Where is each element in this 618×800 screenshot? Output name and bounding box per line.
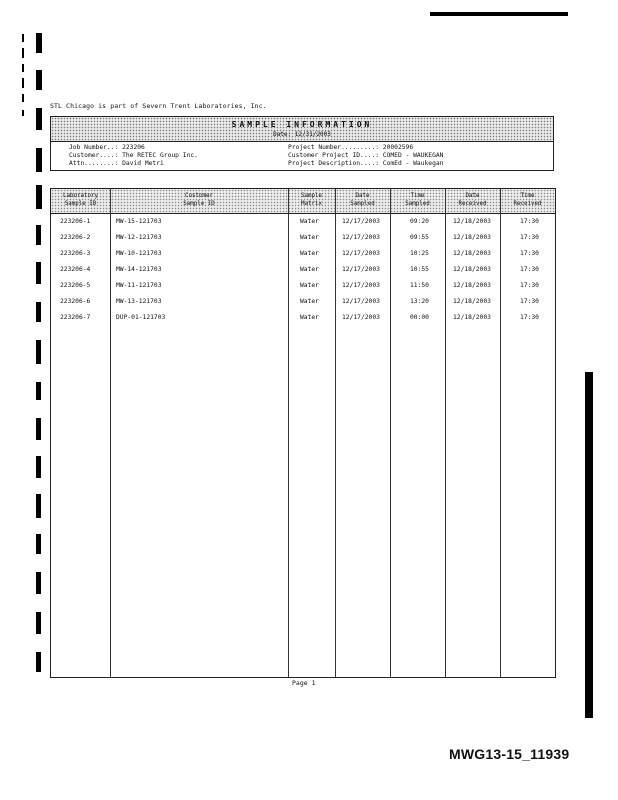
date-received: 12/18/2003 <box>453 314 491 321</box>
header-date-received: Date Received <box>458 193 487 207</box>
time-received: 17:30 <box>520 234 539 241</box>
attn-line <box>69 160 164 167</box>
date-received: 12/18/2003 <box>453 298 491 305</box>
time-received: 17:30 <box>520 250 539 257</box>
header-time-sampled: Time Sampled <box>405 193 430 207</box>
scan-left-block <box>36 652 41 672</box>
customer-label: Customer....: <box>69 152 119 159</box>
date-sampled: 12/17/2003 <box>342 266 380 273</box>
sample-matrix: Water <box>300 314 319 321</box>
header-date-sampled: Date Sampled <box>350 193 375 207</box>
column-divider <box>335 189 336 677</box>
column-divider <box>288 189 289 677</box>
time-sampled: 10:55 <box>410 266 429 273</box>
time-sampled: 09:55 <box>410 234 429 241</box>
project-description-label: Project Description....: <box>288 160 379 167</box>
scan-left-block <box>36 185 42 209</box>
sample-table <box>50 188 556 678</box>
time-sampled: 10:25 <box>410 250 429 257</box>
header-customer-sample-id: Customer Sample ID <box>183 193 215 207</box>
sample-matrix: Water <box>300 266 319 273</box>
date-sampled: 12/17/2003 <box>342 218 380 225</box>
customer-project-id-value: COMED - WAUKEGAN <box>382 152 444 159</box>
date-sampled: 12/17/2003 <box>342 298 380 305</box>
customer-project-id-line <box>288 152 443 159</box>
sample-matrix: Water <box>300 250 319 257</box>
time-received: 17:30 <box>520 282 539 289</box>
report-date: Date: 12/31/2003 <box>273 131 331 138</box>
scan-dash <box>22 64 24 72</box>
customer-sample-id: MW-12-121703 <box>116 234 162 241</box>
time-sampled: 09:20 <box>410 218 429 225</box>
time-sampled: 00:00 <box>410 314 429 321</box>
scan-left-block <box>36 612 41 634</box>
job-number-value: 223206 <box>122 144 145 151</box>
sample-matrix: Water <box>300 218 319 225</box>
column-divider <box>500 189 501 677</box>
header-time-received: Time Received <box>513 193 542 207</box>
sample-matrix: Water <box>300 282 319 289</box>
time-received: 17:30 <box>520 298 539 305</box>
lab-sample-id: 223206-3 <box>60 250 91 257</box>
lab-sample-id: 223206-7 <box>60 314 91 321</box>
customer-sample-id: MW-10-121703 <box>116 250 162 257</box>
scan-dash <box>22 34 24 42</box>
lab-affiliation-note: STL Chicago is part of Severn Trent Laboratories, Inc. <box>50 102 267 110</box>
column-divider <box>110 189 111 677</box>
date-sampled: 12/17/2003 <box>342 282 380 289</box>
sample-matrix: Water <box>300 234 319 241</box>
scan-dash <box>22 78 24 88</box>
scan-left-block <box>36 418 41 440</box>
customer-sample-id: MW-14-121703 <box>116 266 162 273</box>
customer-sample-id: MW-11-121703 <box>116 282 162 289</box>
header-lab-sample-id: Laboratory Sample ID <box>63 193 98 207</box>
scan-left-block <box>36 262 41 284</box>
job-number-line <box>69 144 145 151</box>
scan-left-block <box>36 148 42 172</box>
scan-left-block <box>36 572 41 594</box>
job-info-box <box>50 140 554 171</box>
scan-dash <box>22 110 24 116</box>
project-description-value: ComEd - Waukegan <box>382 160 444 167</box>
date-received: 12/18/2003 <box>453 218 491 225</box>
date-received: 12/18/2003 <box>453 266 491 273</box>
time-sampled: 13:20 <box>410 298 429 305</box>
attn-value: David Metri <box>122 160 164 167</box>
lab-sample-id: 223206-6 <box>60 298 91 305</box>
scan-right-bar <box>585 372 593 718</box>
customer-value: The RETEC Group Inc. <box>122 152 198 159</box>
date-received: 12/18/2003 <box>453 282 491 289</box>
customer-sample-id: MW-15-121703 <box>116 218 162 225</box>
time-received: 17:30 <box>520 266 539 273</box>
customer-project-id-label: Customer Project ID....: <box>288 152 379 159</box>
scan-left-block <box>36 302 41 322</box>
report-title: SAMPLE INFORMATION <box>231 120 373 129</box>
scan-left-block <box>36 456 41 478</box>
project-number-label: Project Number.........: <box>288 144 379 151</box>
scan-dash <box>22 94 24 102</box>
column-divider <box>390 189 391 677</box>
project-number-line <box>288 144 413 151</box>
scan-left-block <box>36 494 41 518</box>
attn-label: Attn........: <box>69 160 119 167</box>
date-sampled: 12/17/2003 <box>342 234 380 241</box>
scan-left-block <box>36 33 42 53</box>
scan-left-block <box>36 70 42 90</box>
lab-sample-id: 223206-2 <box>60 234 91 241</box>
lab-sample-id: 223206-4 <box>60 266 91 273</box>
scan-left-block <box>36 225 41 245</box>
date-sampled: 12/17/2003 <box>342 314 380 321</box>
date-received: 12/18/2003 <box>453 250 491 257</box>
scan-left-block <box>36 340 41 364</box>
sample-matrix: Water <box>300 298 319 305</box>
date-sampled: 12/17/2003 <box>342 250 380 257</box>
header-sample-matrix: Sample Matrix <box>301 193 322 207</box>
lab-sample-id: 223206-1 <box>60 218 91 225</box>
report-title-box <box>50 116 554 142</box>
project-number-value: 20002596 <box>382 144 414 151</box>
scan-left-block <box>36 382 41 400</box>
project-description-line <box>288 160 443 167</box>
lab-sample-id: 223206-5 <box>60 282 91 289</box>
scan-dash <box>22 48 24 58</box>
time-received: 17:30 <box>520 218 539 225</box>
customer-line <box>69 152 198 159</box>
customer-sample-id: DUP-01-121703 <box>116 314 166 321</box>
customer-sample-id: MW-13-121703 <box>116 298 162 305</box>
job-number-label: Job Number..: <box>69 144 119 151</box>
time-received: 17:30 <box>520 314 539 321</box>
document-id: MWG13-15_11939 <box>449 746 570 762</box>
date-received: 12/18/2003 <box>453 234 491 241</box>
scan-left-block <box>36 534 41 554</box>
scan-top-bar <box>430 12 568 16</box>
scan-left-block <box>36 108 42 130</box>
page-number: Page 1 <box>292 679 316 687</box>
time-sampled: 11:50 <box>410 282 429 289</box>
column-divider <box>445 189 446 677</box>
